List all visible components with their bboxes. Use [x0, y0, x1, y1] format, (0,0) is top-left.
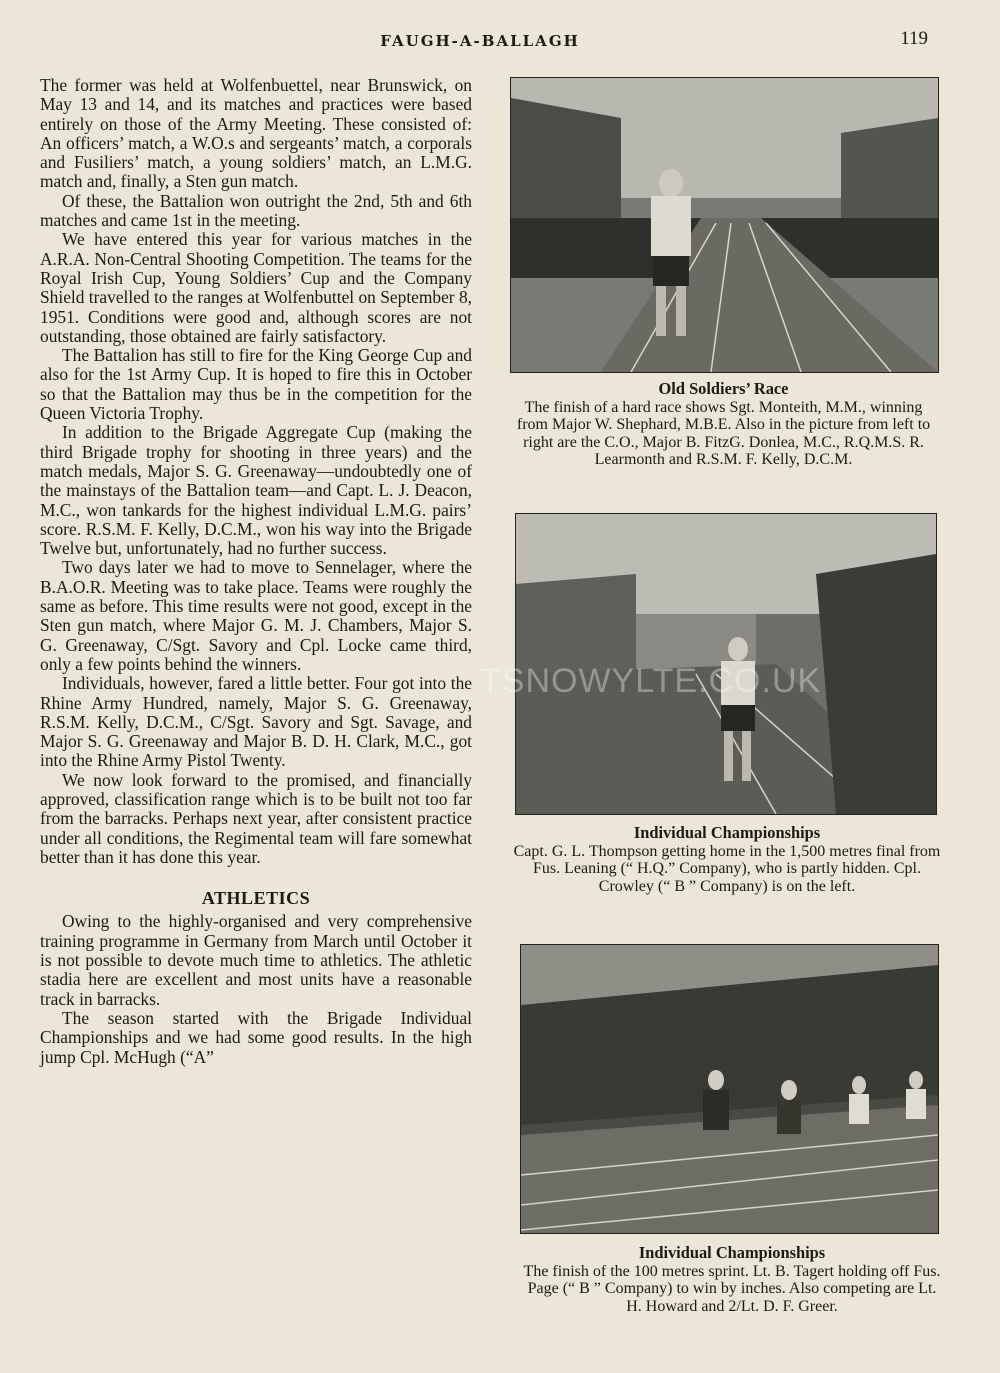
caption-title: Individual Championships [633, 823, 821, 842]
caption-title: Individual Championships [638, 1243, 826, 1262]
running-head: FAUGH-A-BALLAGH [380, 32, 580, 50]
caption-text: The finish of a hard race shows Sgt. Monteith, M.M., winning from Major W. Shephard, M.B.E. Also in the picture from left to right are the C.O., Major B. FitzG. Donlea, M.C., R.Q.M.S. R. Learmonth and R.S.M. F. Kelly, D.C.M. [516, 399, 931, 468]
paragraph: The season started with the Brigade Individual Championships and we had some good results. In the high jump Cpl. McHugh (“A” [40, 1007, 472, 1067]
paragraph: The former was held at Wolfenbuettel, near Brunswick, on May 13 and 14, and its matches and practices were based entirely on those of the Army Meeting. These consisted of: An officers’ match, a W.O.s and sergeants’ match, a corporals and Fusiliers’ match, a young soldiers’ match, an L.M.G. match and, finally, a Sten gun match. [40, 75, 472, 192]
paragraph: Owing to the highly-organised and very comprehensive training programme in Germany from March until October it is not possible to devote much time to athletics. The athletic stadia here are excellent and most units have a reasonable track in barracks. [40, 911, 472, 1009]
paragraph: Individuals, however, fared a little better. Four got into the Rhine Army Hundred, namely, Major S. G. Greenaway, R.S.M. Kelly, D.C.M., C/Sgt. Savory and Sgt. Savage, and Major S. G. Greenaway and Major B. D. H. Clark, M.C., got into the Rhine Army Pistol Twenty. [40, 673, 472, 771]
left-text-column [40, 76, 472, 1067]
paragraph: The Battalion has still to fire for the King George Cup and also for the 1st Army Cup. It is hoped to fire this in October so that the Battalion may thus be in the competition for the Queen Victoria Trophy. [40, 345, 472, 424]
section-heading-athletics: ATHLETICS [201, 888, 311, 909]
photo-illustration [521, 945, 938, 1233]
page-number: 119 [900, 28, 928, 49]
paragraph: Of these, the Battalion won outright the 2nd, 5th and 6th matches and came 1st in the meeting. [40, 190, 472, 231]
paragraph: In addition to the Brigade Aggregate Cup (making the third Brigade trophy for shooting in three years) and the match medals, Major S. G. Greenaway—undoubtedly one of the mainstays of the Battalion team—and Capt. L. J. Deacon, M.C., won tankards for the highest individual L.M.G. pairs’ score. R.S.M. F. Kelly, D.C.M., won his way into the Brigade Twelve but, unfortunately, had no further success. [40, 422, 472, 559]
caption-text: Capt. G. L. Thompson getting home in the 1,500 metres final from Fus. Leaning (“ H.Q.” Company), who is partly hidden. Cpl. Crowley (“ B ” Company) is on the left. [513, 843, 941, 895]
paragraph: We now look forward to the promised, and financially approved, classification range which is to be built not too far from the barracks. Perhaps next year, after consistent practice under all conditions, the Regimental team will fare somewhat better than it has done this year. [40, 769, 472, 867]
photo-old-soldiers-race [510, 77, 939, 373]
photo-caption [512, 824, 942, 895]
paragraph: We have entered this year for various matches in the A.R.A. Non-Central Shooting Competition. The teams for the Royal Irish Cup, Young Soldiers’ Cup and the Company Shield travelled to the ranges at Wolfenbuttel on September 8, 1951. Conditions were good and, although scores are not outstanding, those obtained are fairly satisfactory. [40, 229, 472, 346]
photo-illustration [516, 514, 936, 814]
photo-illustration [511, 78, 938, 372]
caption-title: Old Soldiers’ Race [658, 379, 789, 398]
page-header [0, 28, 1000, 52]
photo-caption [510, 380, 937, 468]
paragraph: Two days later we had to move to Sennelager, where the B.A.O.R. Meeting was to take place. Teams were roughly the same as before. This time results were not good, except in the Sten gun match, where Major G. M. J. Chambers, Major S. G. Greenaway, C/Sgt. Savory and Cpl. Locke came third, only a few points behind the winners. [40, 557, 472, 674]
caption-text: The finish of the 100 metres sprint. Lt. B. Tagert holding off Fus. Page (“ B ” Company) to win by inches. Also competing are Lt. H. Howard and 2/Lt. D. F. Greer. [523, 1263, 941, 1315]
photo-individual-championships-1500m [515, 513, 937, 815]
watermark: TSNOWYLTE.CO.UK [480, 662, 822, 700]
photo-individual-championships-100m [520, 944, 939, 1234]
photo-caption [522, 1244, 942, 1315]
